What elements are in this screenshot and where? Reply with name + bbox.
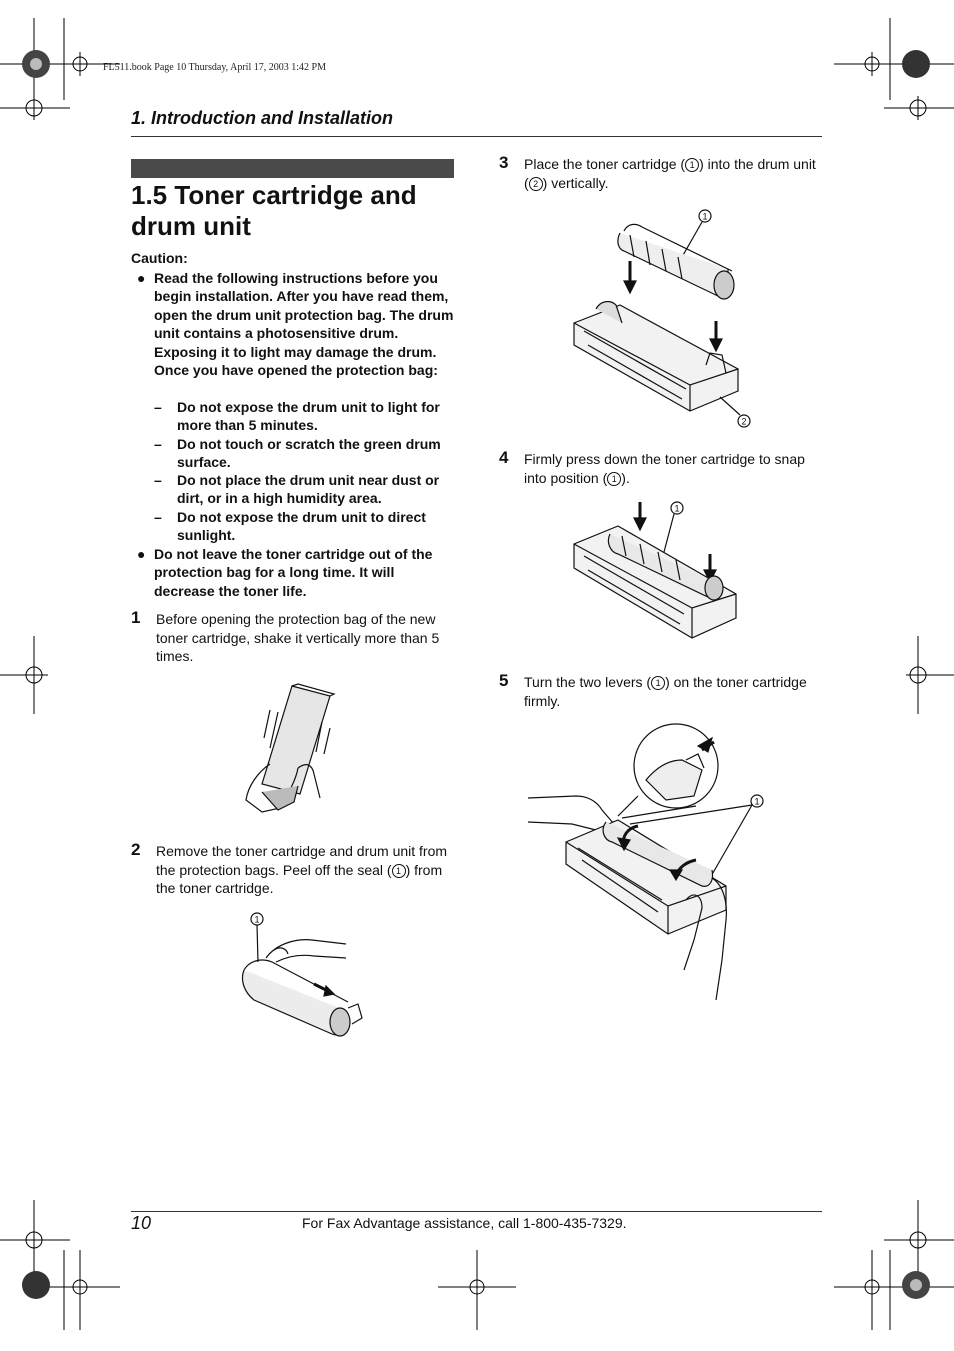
insert-cartridge-illustration — [570, 205, 760, 435]
step-text-5: Turn the two levers ( 1 ) on the toner cartridge firmly. — [524, 674, 807, 709]
step-number-3: 3 — [499, 153, 509, 172]
svg-text:2: 2 — [741, 416, 747, 427]
peel-seal-illustration — [236, 910, 376, 1040]
step-number-2: 2 — [131, 840, 141, 859]
caution-dash-2: Do not touch or scratch the green drum surface. — [177, 436, 441, 471]
print-slug: FL511.book Page 10 Thursday, April 17, 2003 1:42 PM — [103, 62, 326, 73]
step-text-1: Before opening the protection bag of the new toner cartridge, shake it vertically more than 5 times. — [156, 611, 440, 664]
header-rule — [131, 136, 822, 137]
dash-mark: – — [154, 509, 162, 525]
svg-text:1: 1 — [254, 914, 260, 925]
svg-text:1: 1 — [702, 211, 708, 222]
caution-label: Caution: — [131, 250, 188, 266]
step-number-5: 5 — [499, 671, 509, 690]
svg-text:1: 1 — [674, 503, 680, 514]
dash-mark: – — [154, 472, 162, 488]
assistance-line: For Fax Advantage assistance, call 1-800-435-7329. — [302, 1215, 627, 1231]
caution-dash-1: Do not expose the drum unit to light for more than 5 minutes. — [177, 399, 440, 434]
step-text-3: Place the toner cartridge ( 1 ) into the drum unit ( 2 ) vertically. — [524, 156, 816, 191]
caution-dash-3: Do not place the drum unit near dust or dirt, or in a high humidity area. — [177, 472, 440, 507]
caution-dash-4: Do not expose the drum unit to direct sunlight. — [177, 509, 426, 544]
step-number-4: 4 — [499, 448, 509, 467]
step-number-1: 1 — [131, 608, 141, 627]
footer-rule — [131, 1211, 822, 1212]
bullet-dot: ● — [137, 546, 146, 562]
section-title: 1.5 Toner cartridge and drum unit — [131, 180, 417, 241]
caution-bullet-2: Do not leave the toner cartridge out of the protection bag for a long time. It will decrease the toner life. — [154, 546, 433, 599]
dash-mark: – — [154, 399, 162, 415]
shake-cartridge-illustration — [240, 682, 360, 822]
press-cartridge-illustration — [570, 496, 750, 656]
svg-text:1: 1 — [754, 796, 760, 807]
caution-bullet-1: Read the following instructions before you begin installation. After you have read them, open the drum unit protection bag. The drum unit contains a photosensitive drum. Exposing it to light may damage the drum. Once you have opened the protection bag: — [154, 270, 454, 379]
page-number: 10 — [131, 1213, 152, 1233]
bullet-dot: ● — [137, 270, 146, 286]
step-text-4: Firmly press down the toner cartridge to snap into position ( 1 ). — [524, 451, 805, 486]
chapter-header: 1. Introduction and Installation — [131, 108, 394, 128]
turn-levers-illustration — [526, 720, 776, 1000]
section-bar — [131, 159, 454, 178]
dash-mark: – — [154, 436, 162, 452]
step-text-2: Remove the toner cartridge and drum unit from the protection bags. Peel off the seal ( 1 ) from the toner cartridge. — [156, 843, 448, 896]
